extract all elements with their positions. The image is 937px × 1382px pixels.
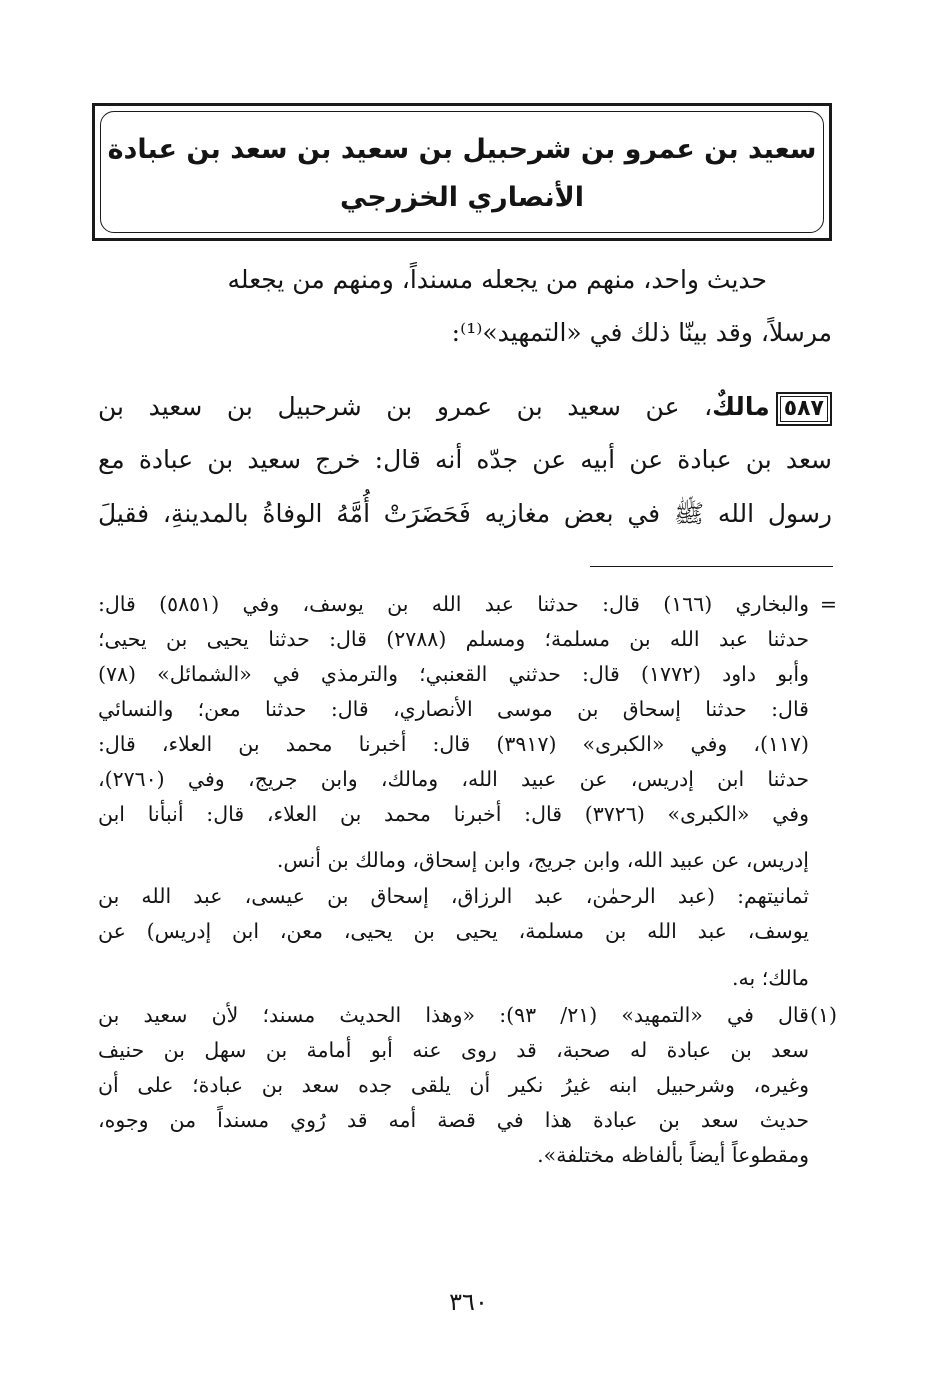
footnote-1-line: وغيره، وشرحبيل ابنه غيرُ نكير أن يلقى جده سعد بن عبادة؛ على أن [98, 1073, 809, 1097]
footnote-line: ثمانيتهم: (عبد الرحمٰن، عبد الرزاق، إسحاق بن عيسى، عبد الله بن [98, 884, 809, 908]
footnote-1-line: سعد بن عبادة له صحبة، قد روى عنه أبو أمامة بن سهل بن حنيف [98, 1038, 809, 1062]
chapter-title-line-2: الأنصاري الخزرجي [340, 182, 584, 213]
hadith-number-badge: ٥٨٧ [776, 392, 832, 426]
chapter-title-line-1: سعيد بن عمرو بن شرحبيل بن سعيد بن سعد بن عبادة [107, 134, 817, 165]
hadith-line-1 [98, 392, 832, 426]
hadith-narrator: مالكٌ [712, 392, 770, 421]
footnote-line: مالك؛ به. [732, 966, 809, 990]
footnote-line: (١١٧)، وفي «الكبرى» (٣٩١٧) قال: أخبرنا محمد بن العلاء، قال: [98, 732, 810, 756]
chapter-title-box [92, 103, 832, 241]
footnote-line: وأبو داود (١٧٧٢) قال: حدثني القعنبي؛ والترمذي في «الشمائل» (٧٨) [98, 662, 809, 686]
footnote-1-line: قال في «التمهيد» (٢١/ ٩٣): «وهذا الحديث مسند؛ لأن سعيد بن [98, 1003, 809, 1027]
page-number: ٣٦٠ [449, 1288, 488, 1316]
footnote-line: يوسف، عبد الله بن مسلمة، يحيى بن يحيى، معن، ابن إدريس) عن [98, 919, 809, 943]
intro-line-1: حديث واحد، منهم من يجعله مسنداً، ومنهم من يجعله [227, 265, 767, 294]
title-inner-border [100, 111, 824, 233]
footnote-line: وفي «الكبرى» (٣٧٢٦) قال: أخبرنا محمد بن العلاء، قال: أنبأنا ابن [98, 802, 809, 826]
hadith-line-3: رسول الله ﷺ في بعض مغازيه فَحَضَرَتْ أُمَّهُ الوفاةُ بالمدينةِ، فقيلَ [98, 499, 832, 528]
footnote-line: والبخاري (١٦٦) قال: حدثنا عبد الله بن يوسف، وفي (٥٨٥١) قال: [98, 592, 809, 616]
footnote-separator [590, 566, 833, 567]
intro-line-2: مرسلاً، وقد بينّا ذلك في «التمهيد»⁽¹⁾: [451, 318, 832, 347]
footnote-line: قال: حدثنا إسحاق بن موسى الأنصاري، قال: حدثنا معن؛ والنسائي [98, 697, 809, 721]
footnote-line: إدريس، عن عبيد الله، وابن جريج، وابن إسحاق، ومالك بن أنس. [276, 848, 809, 872]
hadith-line-1-text: ، عن سعيد بن عمرو بن شرحبيل بن سعيد بن [98, 392, 713, 421]
footnote-continuation-mark: = [819, 592, 837, 616]
footnote-line: حدثنا عبد الله بن مسلمة؛ ومسلم (٢٧٨٨) قال: حدثنا يحيى بن يحيى؛ [98, 627, 810, 651]
footnote-1-line: حديث سعد بن عبادة هذا في قصة أمه قد رُوي مسنداً من وجوه، [98, 1108, 809, 1132]
footnote-line: حدثنا ابن إدريس، عن عبيد الله، ومالك، وابن جريج، وفي (٢٧٦٠)، [98, 767, 809, 791]
footnote-1-mark: (١) [809, 1003, 837, 1027]
footnote-1-line: ومقطوعاً أيضاً بألفاظه مختلفة». [537, 1143, 809, 1167]
hadith-line-2: سعد بن عبادة عن أبيه عن جدّه أنه قال: خرج سعيد بن عبادة مع [98, 445, 832, 474]
